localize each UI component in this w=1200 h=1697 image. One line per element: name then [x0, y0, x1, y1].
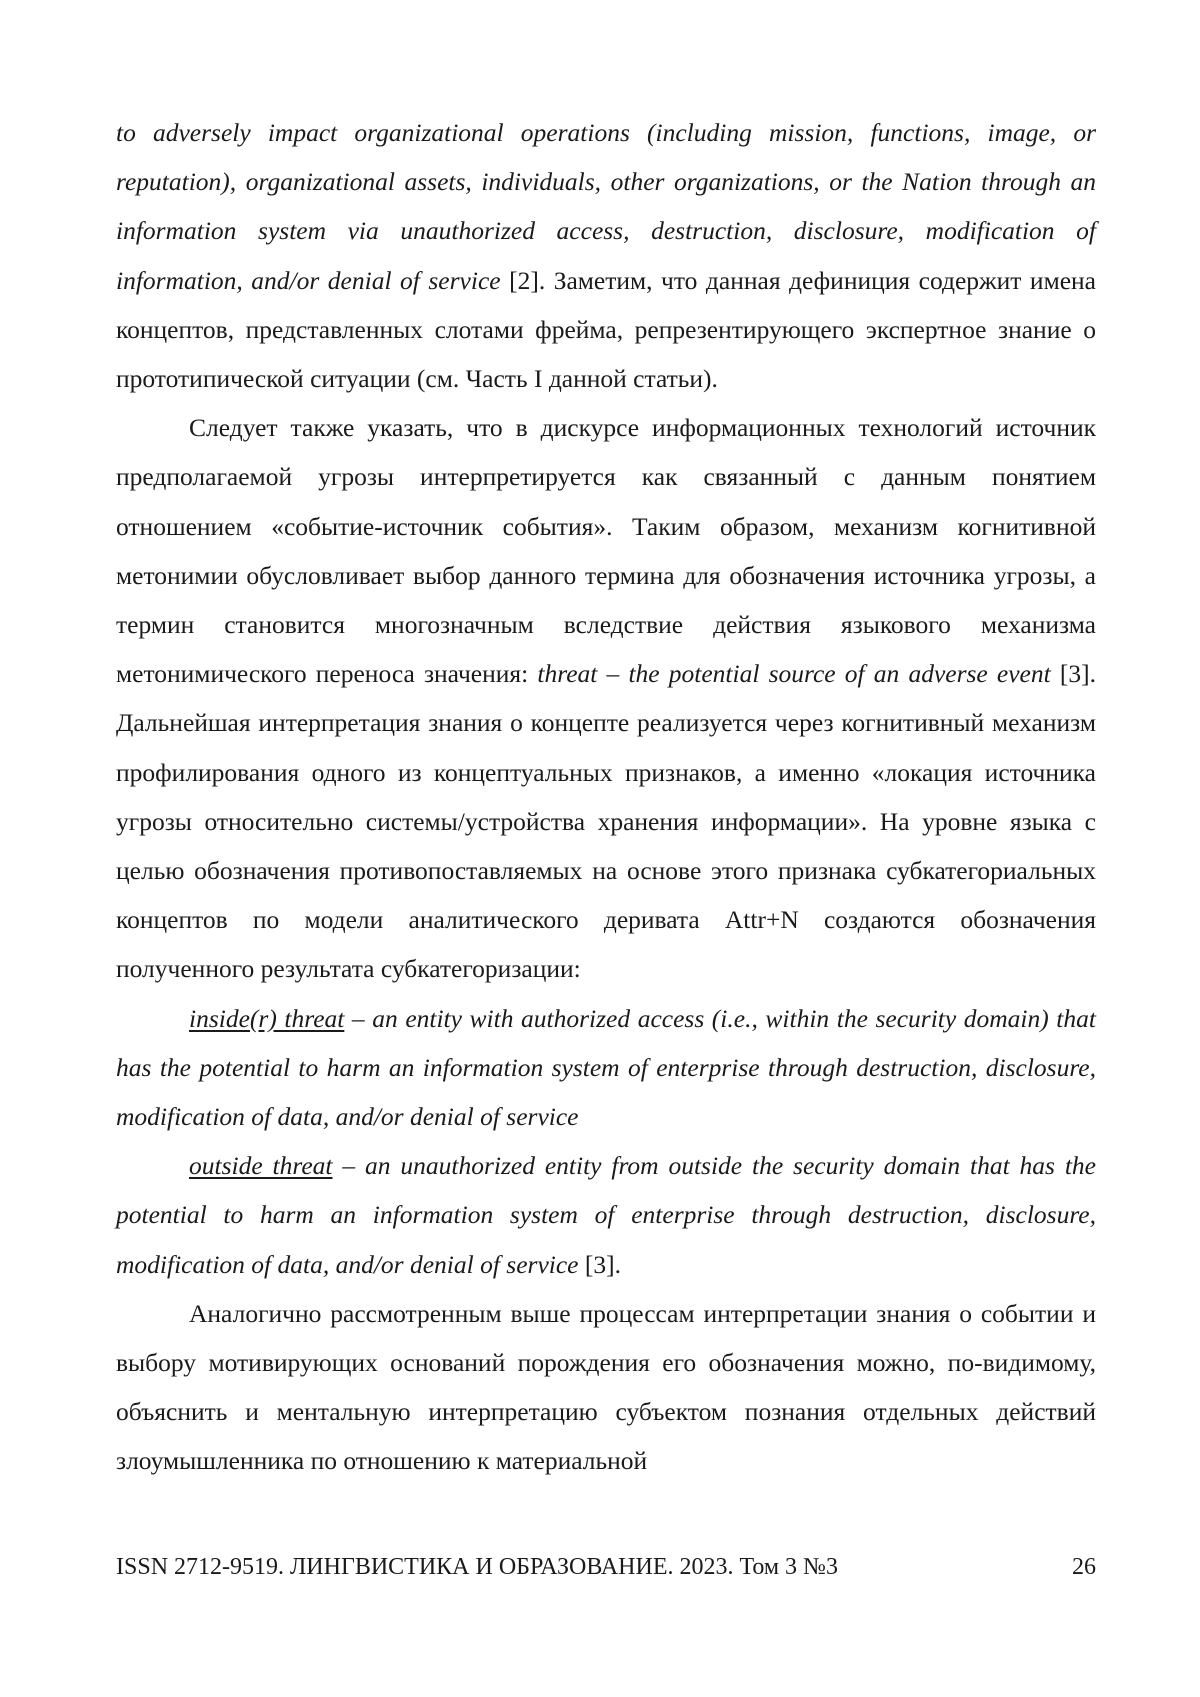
paragraph-text: [2]. Заметим, что данная дефиниция содержит имена концептов, представленных слотами фрейма, репрезентирующего экспертное знание о прототипической ситуации (см. Часть I данной статьи).	[116, 266, 1096, 393]
italic-definition-quote: to adversely impact organizational operations (including mission, functions, image, or reputation), organizational assets, individuals, other organizations, or the Nation through an information system via unauthorized access, destruction, disclosure, modification of information, and/or denial of service	[116, 118, 1096, 295]
paragraph-insider-threat	[116, 994, 1096, 1142]
definition-insider-threat: – an entity with authorized access (i.e., within the security domain) that has the potential to harm an information system of enterprise through destruction, disclosure, modification of data, and/or denial of service	[116, 1004, 1096, 1131]
term-insider-threat: inside(r) threat	[189, 1004, 344, 1033]
term-outside-threat: outside threat	[189, 1151, 333, 1180]
definition-outside-threat: – an unauthorized entity from outside the security domain that has the potential to harm an information system of enterprise through destruction, disclosure, modification of data, and/or denial of service	[116, 1151, 1096, 1278]
paragraph-text: Аналогично рассмотренным выше процессам интерпретации знания о событии и выбору мотивирующих оснований порождения его обозначения можно, по-видимому, объяснить и ментальную интерпретацию субъектом познания отдельных действий злоумышленника по отношению к материальной	[116, 1299, 1096, 1476]
paragraph-analogy	[116, 1289, 1096, 1486]
italic-threat-definition: threat – the potential source of an adverse event	[537, 659, 1050, 688]
paragraph-text: Следует также указать, что в дискурсе информационных технологий источник предполагаемой угрозы интерпретируется как связанный с данным понятием отношением «событие-источник события». Таким образом, механизм когнитивной метонимии обусловливает выбор данного термина для обозначения источника угрозы, а термин становится многозначным вследствие действия языкового механизма метонимического переноса значения:	[116, 413, 1096, 688]
page-number: 26	[1072, 1552, 1096, 1582]
article-body	[116, 108, 1096, 1486]
paragraph-text: [3]. Дальнейшая интерпретация знания о концепте реализуется через когнитивный механизм профилирования одного из концептуальных признаков, а именно «локация источника угрозы относительно системы/устройства хранения информации». На уровне языка с целью обозначения противопоставляемых на основе этого признака субкатегориальных концептов по модели аналитического деривата Attr+N создаются обозначения полученного результата субкатегоризации:	[116, 659, 1096, 983]
paragraph-threat-source	[116, 403, 1096, 993]
journal-citation: ISSN 2712-9519. ЛИНГВИСТИКА И ОБРАЗОВАНИЕ. 2023. Том 3 №3	[116, 1552, 838, 1582]
citation: [3].	[579, 1250, 621, 1279]
paragraph-definition-continuation	[116, 108, 1096, 403]
paragraph-outside-threat	[116, 1141, 1096, 1289]
